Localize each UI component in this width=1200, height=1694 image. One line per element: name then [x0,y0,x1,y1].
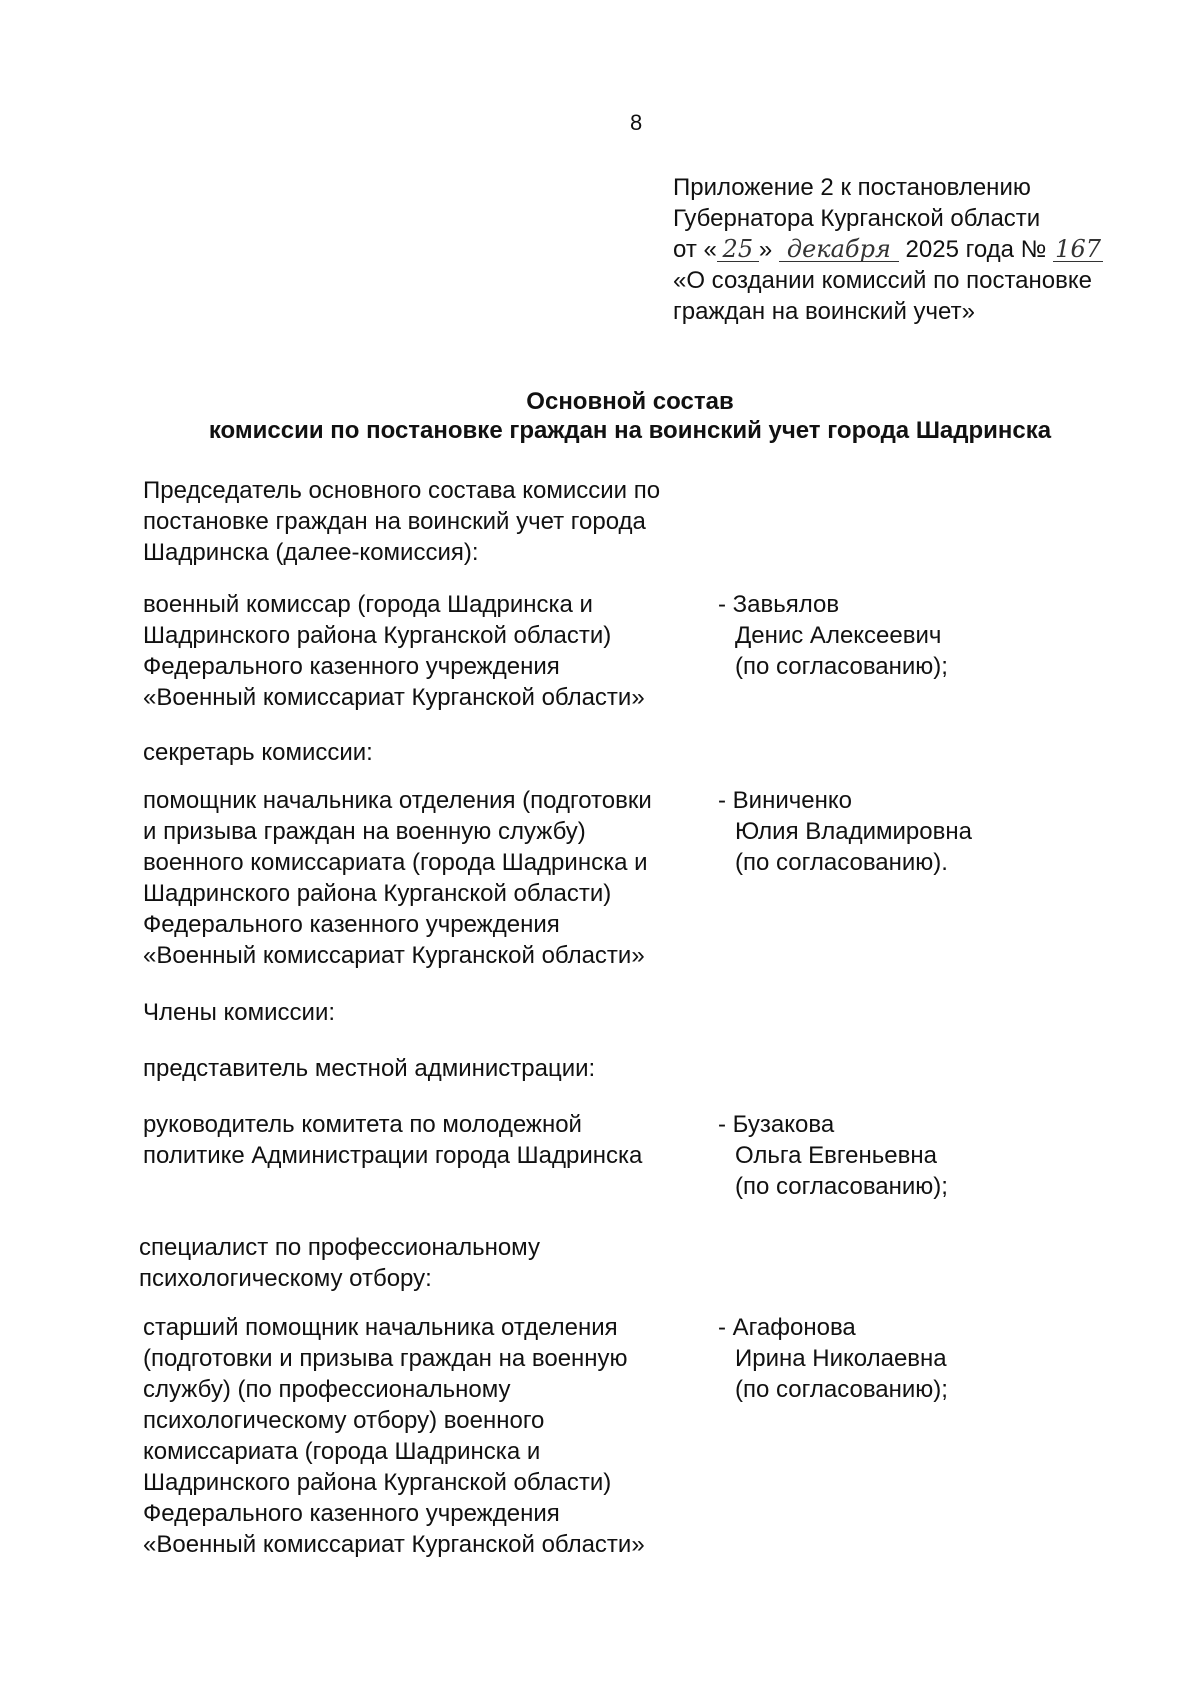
position-line: и призыва граждан на военную службу) [143,818,586,845]
date-mid: » [758,236,773,263]
annex-line-4: «О создании комиссий по постановке [673,267,1092,294]
annex-header [673,172,1103,327]
member-given-names: Денис Алексеевич [735,622,942,649]
position-line: Федерального казенного учреждения [143,911,560,938]
position-line: Федерального казенного учреждения [143,1500,560,1527]
secretary-name [718,785,1118,878]
annex-line-2: Губернатора Курганской области [673,205,1041,232]
chairman-heading-line: постановке граждан на воинский учет города [143,508,646,535]
annex-line-1: Приложение 2 к постановлению [673,174,1031,201]
doc-title-line-1: Основной состав [526,388,734,415]
position-line: помощник начальника отделения (подготовки [143,787,652,814]
position-line: «Военный комиссариат Курганской области» [143,942,645,969]
handwritten-number: 167 [1053,237,1103,262]
member-given-names: Юлия Владимировна [735,818,972,845]
position-line: военного комиссариата (города Шадринска и [143,849,648,876]
member-note: (по согласованию); [735,1376,948,1403]
psych-heading [139,1232,719,1294]
annex-line-5: граждан на воинский учет» [673,298,975,325]
position-line: военный комиссар (города Шадринска и [143,591,593,618]
member-note: (по согласованию). [735,849,948,876]
secretary-heading: секретарь комиссии: [143,739,373,766]
member-surname: - Агафонова [718,1314,856,1341]
chairman-heading [143,475,763,568]
member-2-position [143,1312,723,1560]
annex-date-line [673,234,1103,265]
position-line: Федерального казенного учреждения [143,653,560,680]
position-line: политике Администрации города Шадринска [143,1142,643,1169]
chairman-position [143,589,723,713]
member-1-name [718,1109,1118,1202]
handwritten-day: 25 [717,237,759,262]
position-line: руководитель комитета по молодежной [143,1111,582,1138]
psych-heading-line: психологическому отбору: [139,1265,432,1292]
member-1-position [143,1109,723,1171]
secretary-position [143,785,723,971]
member-surname: - Бузакова [718,1111,835,1138]
member-note: (по согласованию); [735,1173,948,1200]
chairman-heading-line: Председатель основного состава комиссии по [143,477,661,504]
member-2-name [718,1312,1118,1405]
position-line: психологическому отбору) военного [143,1407,545,1434]
date-prefix: от « [673,236,717,263]
position-line: (подготовки и призыва граждан на военную [143,1345,628,1372]
page-number: 8 [630,110,643,135]
position-line: «Военный комиссариат Курганской области» [143,684,645,711]
handwritten-month: декабря [779,237,899,262]
position-line: старший помощник начальника отделения [143,1314,618,1341]
position-line: Шадринского района Курганской области) [143,880,612,907]
member-note: (по согласованию); [735,653,948,680]
doc-title-line-2: комиссии по постановке граждан на воинский учет города Шадринска [208,417,1052,444]
members-heading: Члены комиссии: [143,999,336,1026]
psych-heading-line: специалист по профессиональному [139,1234,540,1261]
local-admin-heading: представитель местной администрации: [143,1055,596,1082]
member-surname: - Виниченко [718,787,852,814]
member-given-names: Ирина Николаевна [735,1345,947,1372]
position-line: Шадринского района Курганской области) [143,622,612,649]
chairman-heading-line: Шадринска (далее-комиссия): [143,539,479,566]
member-surname: - Завьялов [718,591,840,618]
position-line: службу) (по профессиональному [143,1376,511,1403]
year-text: 2025 года № [905,236,1047,263]
chairman-name [718,589,1118,682]
position-line: «Военный комиссариат Курганской области» [143,1531,645,1558]
position-line: комиссариата (города Шадринска и [143,1438,541,1465]
member-given-names: Ольга Евгеньевна [735,1142,937,1169]
position-line: Шадринского района Курганской области) [143,1469,612,1496]
